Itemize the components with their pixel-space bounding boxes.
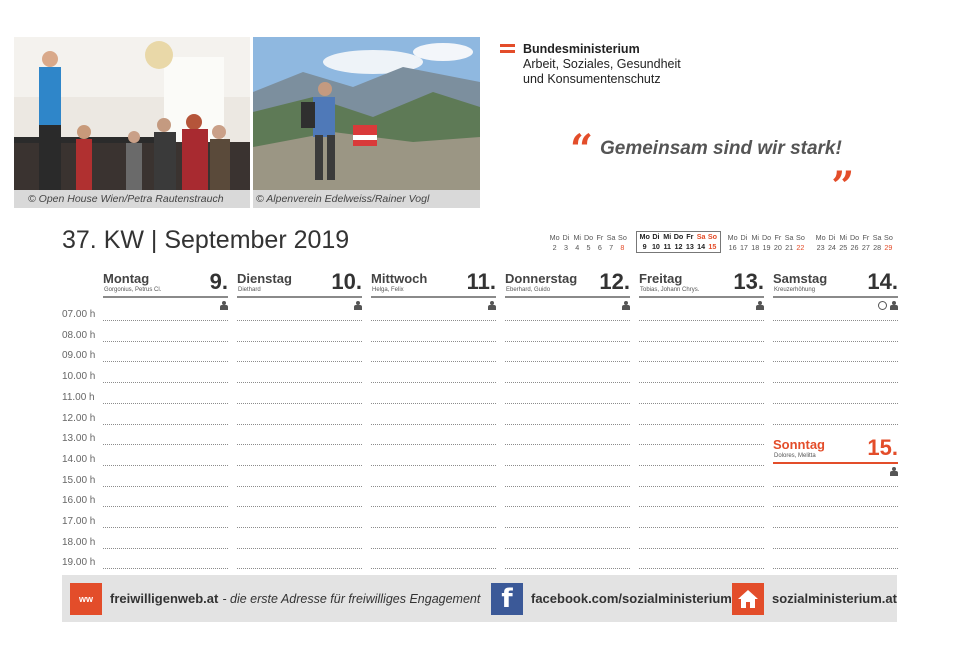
day-saints: Eberhard, Guido bbox=[506, 287, 551, 293]
mini-calendar-weekday: Mo bbox=[549, 233, 560, 242]
mini-calendar-weekday: Fr bbox=[686, 232, 694, 241]
facebook-link[interactable] bbox=[491, 575, 732, 622]
time-slot-line[interactable] bbox=[639, 506, 764, 507]
open-quote-icon: “ bbox=[570, 126, 594, 173]
time-slot-line[interactable] bbox=[773, 382, 898, 383]
time-slot-line[interactable] bbox=[505, 506, 630, 507]
time-slot-line[interactable] bbox=[371, 382, 496, 383]
time-slot-line[interactable] bbox=[773, 403, 898, 404]
mini-calendar-day: 17 bbox=[739, 243, 748, 252]
time-slot-line[interactable] bbox=[371, 444, 496, 445]
time-slot-line[interactable] bbox=[639, 403, 764, 404]
mini-calendar-day: 21 bbox=[785, 243, 794, 252]
time-slot-line[interactable] bbox=[505, 527, 630, 528]
time-label: 18.00 h bbox=[62, 536, 96, 548]
mini-calendar-weekday: Di bbox=[562, 233, 570, 242]
mini-calendar-day: 24 bbox=[827, 243, 836, 252]
mini-calendar-weekday: Fr bbox=[862, 233, 870, 242]
time-slot-line[interactable] bbox=[505, 320, 630, 321]
mini-calendar-day: 15 bbox=[708, 242, 717, 251]
time-label: 10.00 h bbox=[62, 371, 96, 383]
time-slot-line[interactable] bbox=[237, 486, 362, 487]
time-slot-line[interactable] bbox=[773, 320, 898, 321]
day-number: 9. bbox=[209, 269, 228, 294]
time-slot-line[interactable] bbox=[371, 465, 496, 466]
mini-calendar-weekday: So bbox=[796, 233, 805, 242]
day-name: Dienstag bbox=[237, 271, 292, 286]
time-slot-line[interactable] bbox=[773, 506, 898, 507]
ministry-name-line1: Bundesministerium bbox=[523, 42, 640, 56]
name-day-icon bbox=[889, 467, 898, 476]
time-slot-line[interactable] bbox=[773, 527, 898, 528]
time-slot-line[interactable] bbox=[505, 465, 630, 466]
mini-calendar-weekday: Di bbox=[828, 233, 836, 242]
time-slot-line[interactable] bbox=[237, 465, 362, 466]
day-saints: Helga, Felix bbox=[372, 287, 404, 293]
photo-open-house-image bbox=[14, 37, 250, 190]
photo-caption: © Alpenverein Edelweiss/Rainer Vogl bbox=[253, 190, 480, 208]
name-day-icon bbox=[621, 301, 630, 310]
mini-calendar-weekday: Di bbox=[740, 233, 748, 242]
mini-calendar-weekday: Fr bbox=[596, 233, 604, 242]
time-slot-line[interactable] bbox=[237, 424, 362, 425]
time-slot-line[interactable] bbox=[103, 403, 228, 404]
mini-calendar-day: 8 bbox=[620, 243, 625, 252]
mini-calendar-day: 6 bbox=[597, 243, 602, 252]
mini-calendar-weekday: So bbox=[618, 233, 627, 242]
mini-calendar-weekday: Mo bbox=[639, 232, 650, 241]
time-slot-line[interactable] bbox=[237, 361, 362, 362]
time-slot-line[interactable] bbox=[371, 548, 496, 549]
mini-calendar-weekday: Mi bbox=[663, 232, 672, 241]
mini-calendar-day: 10 bbox=[651, 242, 660, 251]
time-slot-line[interactable] bbox=[773, 361, 898, 362]
time-slot-line[interactable] bbox=[237, 403, 362, 404]
mini-calendar-day: 4 bbox=[575, 243, 580, 252]
time-label: 11.00 h bbox=[62, 391, 95, 403]
time-slot-line[interactable] bbox=[371, 424, 496, 425]
mini-calendar-day: 9 bbox=[642, 242, 647, 251]
mini-calendar-day: 13 bbox=[685, 242, 694, 251]
time-slot-line[interactable] bbox=[237, 506, 362, 507]
mini-calendar-day: 12 bbox=[674, 242, 683, 251]
time-label: 07.00 h bbox=[62, 309, 96, 320]
day-name: Mittwoch bbox=[371, 271, 428, 286]
mini-calendar-weekday: So bbox=[707, 232, 718, 241]
time-slot-line[interactable] bbox=[505, 424, 630, 425]
photo-caption: © Open House Wien/Petra Rautenstrauch bbox=[14, 190, 250, 208]
day-rule bbox=[773, 296, 898, 298]
day-number: 13. bbox=[733, 269, 764, 294]
full-moon-icon bbox=[878, 301, 887, 310]
name-day-icon bbox=[353, 301, 362, 310]
day-name: Samstag bbox=[773, 271, 828, 286]
homepage-link-text: sozialministerium.at bbox=[772, 591, 897, 606]
time-slot-line[interactable] bbox=[237, 527, 362, 528]
time-slot-line[interactable] bbox=[639, 320, 764, 321]
mini-calendar-day: 29 bbox=[884, 243, 893, 252]
mini-calendar-day: 2 bbox=[552, 243, 557, 252]
day-rule bbox=[103, 296, 228, 298]
close-quote-icon: „ bbox=[832, 140, 856, 187]
footer-bar bbox=[62, 575, 897, 622]
freiwilligenweb-tagline: - die erste Adresse für freiwilliges Engagement bbox=[222, 591, 481, 606]
mini-calendar-weekday: Do bbox=[849, 233, 860, 242]
week-title: 37. KW | September 2019 bbox=[62, 226, 350, 254]
mini-calendar-day: 14 bbox=[697, 242, 706, 251]
time-slot-line[interactable] bbox=[103, 320, 228, 321]
day-saints: Kreuzerhöhung bbox=[774, 287, 816, 293]
mini-calendar-day: 26 bbox=[850, 243, 859, 252]
mini-calendar-day: 3 bbox=[563, 243, 568, 252]
time-slot-line[interactable] bbox=[237, 382, 362, 383]
mini-calendar-day: 18 bbox=[751, 243, 760, 252]
time-slot-line[interactable] bbox=[639, 527, 764, 528]
time-label: 13.00 h bbox=[62, 433, 96, 445]
home-icon bbox=[732, 583, 764, 615]
time-slot-line[interactable] bbox=[371, 527, 496, 528]
freiwilligenweb-logo-icon: ww bbox=[70, 583, 102, 615]
time-slot-line[interactable] bbox=[639, 486, 764, 487]
time-label: 16.00 h bbox=[62, 495, 96, 507]
day-saints: Diethard bbox=[238, 287, 261, 293]
mini-calendar-weekday: So bbox=[884, 233, 893, 242]
time-slot-line[interactable] bbox=[505, 568, 630, 569]
time-slot-line[interactable] bbox=[505, 361, 630, 362]
mini-calendar-day: 5 bbox=[586, 243, 591, 252]
time-slot-line[interactable] bbox=[237, 320, 362, 321]
time-label: 09.00 h bbox=[62, 350, 96, 362]
time-slot-line[interactable] bbox=[103, 444, 228, 445]
time-slot-line[interactable] bbox=[773, 548, 898, 549]
facebook-link-text: facebook.com/sozialministerium bbox=[531, 591, 732, 606]
mini-calendar-day: 22 bbox=[796, 243, 805, 252]
time-slot-line[interactable] bbox=[103, 486, 228, 487]
time-slot-line[interactable] bbox=[773, 568, 898, 569]
time-slot-line[interactable] bbox=[371, 486, 496, 487]
mini-calendar-weekday: Do bbox=[673, 232, 684, 241]
homepage-link[interactable] bbox=[732, 575, 897, 622]
day-rule bbox=[773, 462, 898, 464]
time-slot-line[interactable] bbox=[371, 568, 496, 569]
mini-calendar-day: 28 bbox=[873, 243, 882, 252]
mini-calendar-weekday: Mi bbox=[839, 233, 848, 242]
time-slot-line[interactable] bbox=[639, 444, 764, 445]
mini-calendar-week bbox=[549, 233, 628, 253]
mini-calendar-weekday: Di bbox=[652, 232, 660, 241]
mini-calendar-weekday: Mi bbox=[751, 233, 760, 242]
time-label: 19.00 h bbox=[62, 557, 96, 569]
day-number: 10. bbox=[331, 269, 362, 294]
day-rule bbox=[505, 296, 630, 298]
time-slot-line[interactable] bbox=[505, 403, 630, 404]
mini-calendar-day: 23 bbox=[816, 243, 825, 252]
day-saints: Dolores, Melitta bbox=[774, 453, 816, 459]
facebook-icon: f bbox=[491, 583, 523, 615]
day-name: Donnerstag bbox=[505, 271, 578, 286]
day-number: 15. bbox=[867, 435, 898, 460]
mini-calendar-weekday: Do bbox=[761, 233, 772, 242]
ministry-name-line2: Arbeit, Soziales, Gesundheit bbox=[523, 57, 681, 71]
name-day-icon bbox=[219, 301, 228, 310]
time-label: 15.00 h bbox=[62, 474, 96, 486]
time-label: 17.00 h bbox=[62, 516, 96, 527]
time-slot-line[interactable] bbox=[639, 424, 764, 425]
mini-calendar-day: 16 bbox=[728, 243, 737, 252]
name-day-icon bbox=[487, 301, 496, 310]
time-slot-line[interactable] bbox=[103, 568, 228, 569]
day-name: Montag bbox=[103, 271, 150, 286]
mini-calendar-day: 11 bbox=[663, 242, 672, 251]
mini-calendar-week bbox=[815, 233, 894, 253]
freiwilligenweb-link[interactable] bbox=[70, 575, 480, 622]
time-slot-line[interactable] bbox=[639, 361, 764, 362]
time-slot-line[interactable] bbox=[505, 486, 630, 487]
day-number: 12. bbox=[599, 269, 630, 294]
day-rule bbox=[237, 296, 362, 298]
time-slot-line[interactable] bbox=[237, 341, 362, 342]
time-slot-line[interactable] bbox=[505, 444, 630, 445]
austria-flag-icon bbox=[500, 44, 515, 53]
time-slot-line[interactable] bbox=[773, 486, 898, 487]
time-slot-line[interactable] bbox=[237, 548, 362, 549]
time-slot-line[interactable] bbox=[103, 341, 228, 342]
time-slot-line[interactable] bbox=[505, 382, 630, 383]
photo-open-house bbox=[14, 37, 250, 208]
time-slot-line[interactable] bbox=[639, 465, 764, 466]
day-rule bbox=[639, 296, 764, 298]
time-slot-line[interactable] bbox=[371, 361, 496, 362]
time-slot-line[interactable] bbox=[371, 403, 496, 404]
mini-calendar-week bbox=[727, 233, 806, 253]
day-name: Freitag bbox=[639, 271, 683, 286]
time-slot-line[interactable] bbox=[505, 548, 630, 549]
photo-alpenverein-image bbox=[253, 37, 480, 190]
time-slot-line[interactable] bbox=[773, 424, 898, 425]
mini-calendar-weekday: Mo bbox=[815, 233, 826, 242]
mini-calendar-day: 25 bbox=[839, 243, 848, 252]
time-slot-line[interactable] bbox=[103, 465, 228, 466]
time-slot-line[interactable] bbox=[773, 341, 898, 342]
time-label: 12.00 h bbox=[62, 412, 96, 424]
time-slot-line[interactable] bbox=[103, 548, 228, 549]
mini-calendar-weekday: Sa bbox=[872, 233, 882, 242]
time-slot-line[interactable] bbox=[639, 382, 764, 383]
day-number: 11. bbox=[466, 269, 496, 294]
photo-alpenverein bbox=[253, 37, 480, 208]
day-rule bbox=[371, 296, 496, 298]
mini-calendar-day: 7 bbox=[609, 243, 614, 252]
mini-calendar-day: 19 bbox=[762, 243, 771, 252]
time-slot-line[interactable] bbox=[639, 568, 764, 569]
mini-calendar-weekday: Mi bbox=[573, 233, 582, 242]
mini-calendar-day: 20 bbox=[773, 243, 782, 252]
mini-calendar-weekday: Sa bbox=[696, 232, 706, 241]
mini-calendar-day: 27 bbox=[861, 243, 870, 252]
time-slot-line[interactable] bbox=[639, 548, 764, 549]
day-saints: Tobias, Johann Chrys. bbox=[640, 287, 700, 293]
time-slot-line[interactable] bbox=[103, 382, 228, 383]
time-slot-line[interactable] bbox=[103, 527, 228, 528]
mini-calendar-weekday: Sa bbox=[606, 233, 616, 242]
day-name: Sonntag bbox=[773, 437, 825, 452]
mini-calendar-weekday: Sa bbox=[784, 233, 794, 242]
freiwilligenweb-link-text: freiwilligenweb.at bbox=[110, 591, 219, 606]
mini-calendar-weekday: Mo bbox=[727, 233, 738, 242]
day-saints: Gorgonius, Petrus Cl. bbox=[104, 287, 162, 293]
time-slot-line[interactable] bbox=[371, 506, 496, 507]
time-label: 08.00 h bbox=[62, 329, 96, 341]
time-slot-line[interactable] bbox=[237, 568, 362, 569]
day-number: 14. bbox=[867, 269, 898, 294]
time-slot-line[interactable] bbox=[103, 506, 228, 507]
time-slot-line[interactable] bbox=[505, 341, 630, 342]
mini-calendar-week bbox=[636, 231, 721, 253]
time-slot-line[interactable] bbox=[371, 320, 496, 321]
time-slot-line[interactable] bbox=[103, 361, 228, 362]
name-day-icon bbox=[755, 301, 764, 310]
time-slot-line[interactable] bbox=[371, 341, 496, 342]
time-label: 14.00 h bbox=[62, 453, 96, 465]
time-slot-line[interactable] bbox=[639, 341, 764, 342]
name-day-icon bbox=[889, 301, 898, 310]
time-slot-line[interactable] bbox=[237, 444, 362, 445]
mini-calendar-weekday: Do bbox=[583, 233, 594, 242]
mini-calendar-weekday: Fr bbox=[774, 233, 782, 242]
time-slot-line[interactable] bbox=[103, 424, 228, 425]
ministry-name-line3: und Konsumentenschutz bbox=[523, 72, 661, 86]
slogan-text: Gemeinsam sind wir stark! bbox=[600, 138, 842, 159]
